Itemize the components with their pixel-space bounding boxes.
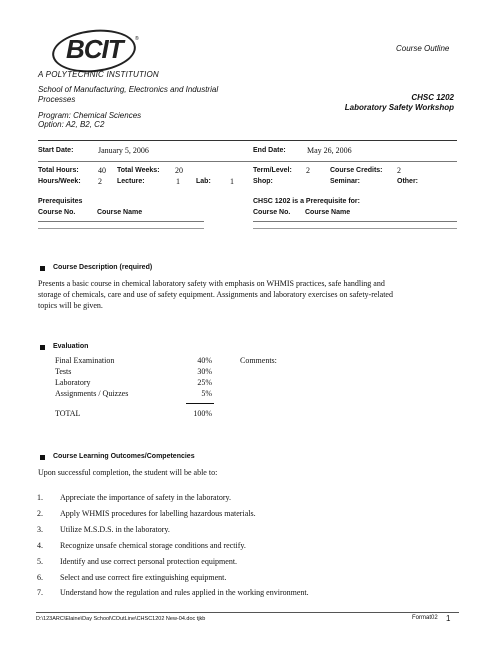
other-label: Other: (397, 178, 418, 185)
outcome-text: Appreciate the importance of safety in the laboratory. (60, 493, 231, 502)
eval-total-value: 100% (193, 409, 212, 418)
lab-label: Lab: (196, 178, 211, 185)
outcomes-heading: Course Learning Outcomes/Competencies (53, 453, 195, 460)
term-level-value: 2 (306, 166, 310, 175)
shop-label: Shop: (253, 178, 273, 185)
course-credits-value: 2 (397, 166, 401, 175)
outcome-number: 5. (37, 557, 43, 566)
evaluation-bullet-icon (40, 345, 45, 350)
trademark-mark: ® (135, 36, 139, 42)
eval-row-value: 40% (197, 356, 212, 365)
term-level-label: Term/Level: (253, 167, 292, 174)
description-line3: topics will be given. (38, 301, 103, 310)
prerequisite-for-label: CHSC 1202 is a Prerequisite for: (253, 198, 360, 205)
outcomes-intro: Upon successful completion, the student will be able to: (38, 468, 218, 477)
footer-rule (36, 612, 459, 613)
option: Option: A2, B2, C2 (38, 120, 105, 129)
page-number: 1 (446, 614, 451, 623)
eval-row-label: Laboratory (55, 378, 91, 387)
course-no-label: Course No. (38, 209, 76, 216)
hours-week-label: Hours/Week: (38, 178, 81, 185)
outcome-number: 7. (37, 588, 43, 597)
footer-form-id: Format02 (412, 615, 438, 621)
description-heading: Course Description (required) (53, 264, 153, 271)
outcome-text: Utilize M.S.D.S. in the laboratory. (60, 525, 170, 534)
seminar-label: Seminar: (330, 178, 360, 185)
eval-row-value: 5% (201, 389, 212, 398)
institution: A POLYTECHNIC INSTITUTION (38, 70, 159, 79)
lecture-value: 1 (176, 177, 180, 186)
outcome-number: 2. (37, 509, 43, 518)
hours-week-value: 2 (98, 177, 102, 186)
outcome-text: Identify and use correct personal protection equipment. (60, 557, 238, 566)
eval-row-label: Assignments / Quizzes (55, 389, 129, 398)
outcomes-bullet-icon (40, 455, 45, 460)
doc-type: Course Outline (396, 44, 450, 53)
description-line1: Presents a basic course in chemical laboratory safety with emphasis on WHMIS practices, safe handling and (38, 279, 385, 288)
outcome-text: Apply WHMIS procedures for labelling hazardous materials. (60, 509, 256, 518)
prereq-rule-right-2 (253, 228, 457, 229)
description-line2: storage of chemicals, care and use of safety equipment. Assignments and laboratory exercises on safety-related (38, 290, 393, 299)
description-bullet-icon (40, 266, 45, 271)
total-hours-value: 40 (98, 166, 106, 175)
comments-label: Comments: (240, 356, 277, 365)
eval-row-value: 30% (197, 367, 212, 376)
end-date-label: End Date: (253, 147, 286, 154)
prereq-rule-left-2 (38, 228, 204, 229)
outcome-text: Recognize unsafe chemical storage conditions and rectify. (60, 541, 246, 550)
school-line2: Processes (38, 95, 76, 104)
program: Program: Chemical Sciences (38, 111, 142, 120)
outcome-text: Select and use correct fire extinguishing equipment. (60, 573, 227, 582)
eval-row-label: Final Examination (55, 356, 115, 365)
total-weeks-value: 20 (175, 166, 183, 175)
school-line1: School of Manufacturing, Electronics and Industrial (38, 85, 219, 94)
outcome-number: 1. (37, 493, 43, 502)
course-name-label-right: Course Name (305, 209, 351, 216)
eval-total-label: TOTAL (55, 409, 81, 418)
total-weeks-label: Total Weeks: (117, 167, 160, 174)
end-date-value: May 26, 2006 (307, 146, 352, 155)
footer-file-path: D:\123ARC\Elaine\Day School\COutLine\CHSC1202 New-04.doc tjkb (36, 616, 206, 622)
total-hours-label: Total Hours: (38, 167, 79, 174)
start-date-value: January 5, 2006 (98, 146, 149, 155)
header-rule (38, 140, 457, 141)
course-code: CHSC 1202 (411, 93, 454, 102)
eval-row-label: Tests (55, 367, 72, 376)
bcit-logo: BCIT (66, 34, 123, 64)
start-date-label: Start Date: (38, 147, 74, 154)
course-title: Laboratory Safety Workshop (344, 103, 454, 112)
lab-value: 1 (230, 177, 234, 186)
course-no-label-right: Course No. (253, 209, 291, 216)
course-credits-label: Course Credits: (330, 167, 383, 174)
info-rule (38, 161, 457, 162)
outcome-text: Understand how the regulation and rules applied in the working environment. (60, 588, 309, 597)
outcome-number: 3. (37, 525, 43, 534)
course-name-label: Course Name (97, 209, 143, 216)
prereq-rule-left (38, 221, 204, 222)
prereq-rule-right (253, 221, 457, 222)
prerequisites-label: Prerequisites (38, 198, 83, 205)
lecture-label: Lecture: (117, 178, 145, 185)
evaluation-heading: Evaluation (53, 343, 89, 350)
outcome-number: 6. (37, 573, 43, 582)
eval-row-value: 25% (197, 378, 212, 387)
total-rule (186, 403, 214, 404)
outcome-number: 4. (37, 541, 43, 550)
